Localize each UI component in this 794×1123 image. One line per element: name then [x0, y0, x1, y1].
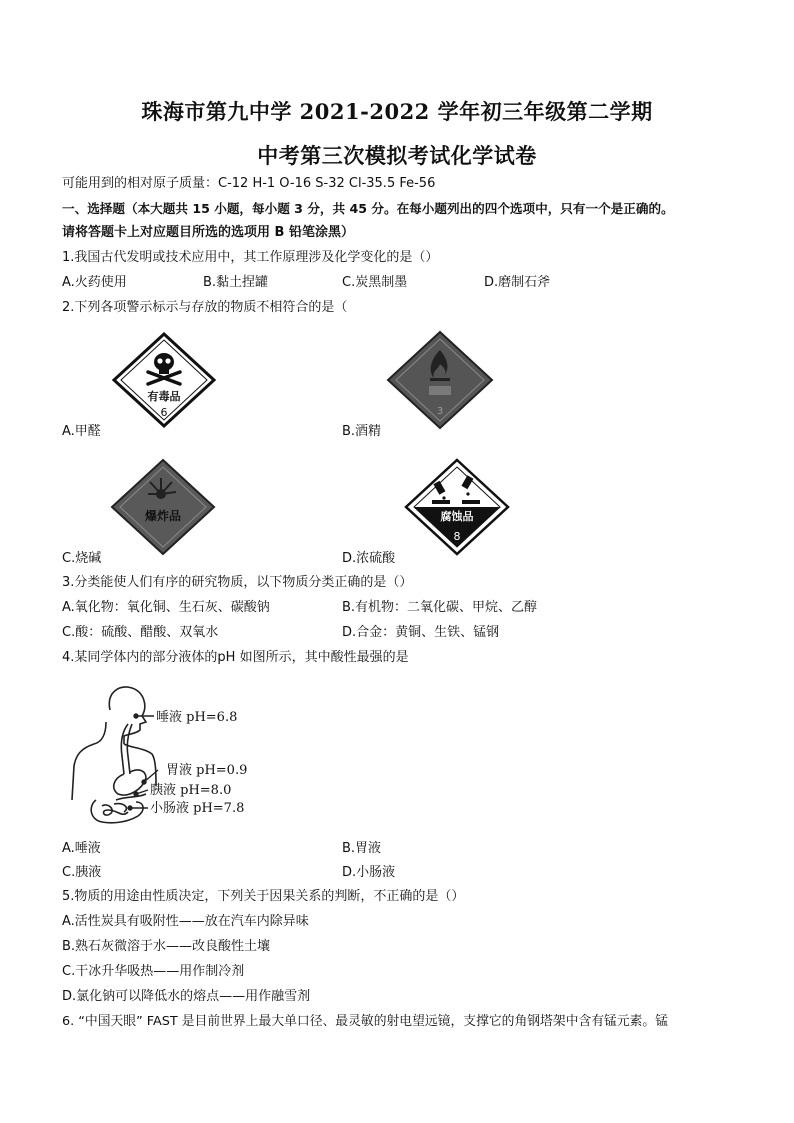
- q1-stem: 1.我国古代发明或技术应用中，其工作原理涉及化学变化的是（）: [62, 250, 439, 265]
- q2-option-d: D.浓硫酸: [342, 551, 396, 566]
- q1-option-d: D.磨制石斧: [484, 275, 551, 290]
- atomic-masses: 可能用到的相对原子质量：C-12 H-1 O-16 S-32 Cl-35.5 Fe-56: [62, 176, 436, 191]
- explosive-warning-sign: [110, 458, 216, 556]
- exam-title-line2: 中考第三次模拟考试化学试卷: [257, 143, 537, 168]
- q4-option-c: C.胰液: [62, 865, 102, 880]
- flammable-sign-class: 3: [436, 406, 444, 417]
- q5-option-d: D.氯化钠可以降低水的熔点——用作融雪剂: [62, 989, 311, 1004]
- q5-option-b: B.熟石灰微溶于水——改良酸性土壤: [62, 939, 271, 954]
- q4-stem: 4.某同学体内的部分液体的pH 如图所示，其中酸性最强的是: [62, 650, 409, 665]
- q2-option-c: C.烧碱: [62, 551, 102, 566]
- corrosive-sign-class: 8: [453, 530, 461, 543]
- q3-option-b: B.有机物：二氧化碳、甲烷、乙醇: [342, 600, 538, 615]
- corrosive-warning-sign: [404, 458, 510, 556]
- q4-option-d: D.小肠液: [342, 865, 396, 880]
- corrosive-sign-label: 腐蚀品: [440, 510, 474, 523]
- q2-stem: 2.下列各项警示标示与存放的物质不相符合的是（: [62, 300, 348, 315]
- toxic-sign-label: 有毒品: [147, 390, 181, 403]
- body-outline-icon: [72, 687, 156, 823]
- q3-option-d: D.合金：黄铜、生铁、锰钢: [342, 625, 500, 640]
- q2-option-b: B.酒精: [342, 424, 382, 439]
- exam-title-line1: 珠海市第九中学 2021-2022 学年初三年级第二学期: [141, 99, 653, 124]
- q5-stem: 5.物质的用途由性质决定，下列关于因果关系的判断，不正确的是（）: [62, 889, 465, 904]
- toxic-warning-sign: [110, 330, 218, 430]
- q4-option-a: A.唾液: [62, 841, 101, 856]
- human-body-ph-diagram: [66, 682, 286, 832]
- ph-label-gastric: 胃液 pH=0.9: [166, 763, 248, 778]
- q1-option-b: B.黏土捏罐: [203, 275, 269, 290]
- q5-option-c: C.干冰升华吸热——用作制冷剂: [62, 964, 245, 979]
- ph-label-intestinal: 小肠液 pH=7.8: [150, 801, 245, 816]
- q3-option-c: C.酸：硫酸、醋酸、双氧水: [62, 625, 219, 640]
- toxic-sign-class: 6: [160, 406, 168, 419]
- q6-stem: 6. “中国天眼” FAST 是目前世界上最大单口径、最灵敏的射电望远镜，支撑它的角钢塔架中含有锰元素。锰: [62, 1014, 669, 1029]
- q3-option-a: A.氧化物：氧化铜、生石灰、碳酸钠: [62, 600, 270, 615]
- q4-option-b: B.胃液: [342, 841, 382, 856]
- q1-option-c: C.炭黑制墨: [342, 275, 408, 290]
- section1-heading-line2: 请将答题卡上对应题目所选的选项用 B 铅笔涂黑）: [62, 225, 354, 240]
- q5-option-a: A.活性炭具有吸附性——放在汽车内除异味: [62, 914, 309, 929]
- flammable-warning-sign: [386, 330, 494, 430]
- q3-stem: 3.分类能使人们有序的研究物质，以下物质分类正确的是（）: [62, 575, 413, 590]
- section1-heading-line1: 一、选择题（本大题共 15 小题，每小题 3 分，共 45 分。在每小题列出的四个选项中，只有一个是正确的。: [62, 201, 674, 216]
- explosive-sign-label: 爆炸品: [144, 509, 182, 523]
- q2-option-a: A.甲醛: [62, 424, 101, 439]
- q1-option-a: A.火药使用: [62, 275, 127, 290]
- ph-label-pancreatic: 胰液 pH=8.0: [150, 783, 232, 798]
- ph-label-saliva: 唾液 pH=6.8: [156, 710, 238, 725]
